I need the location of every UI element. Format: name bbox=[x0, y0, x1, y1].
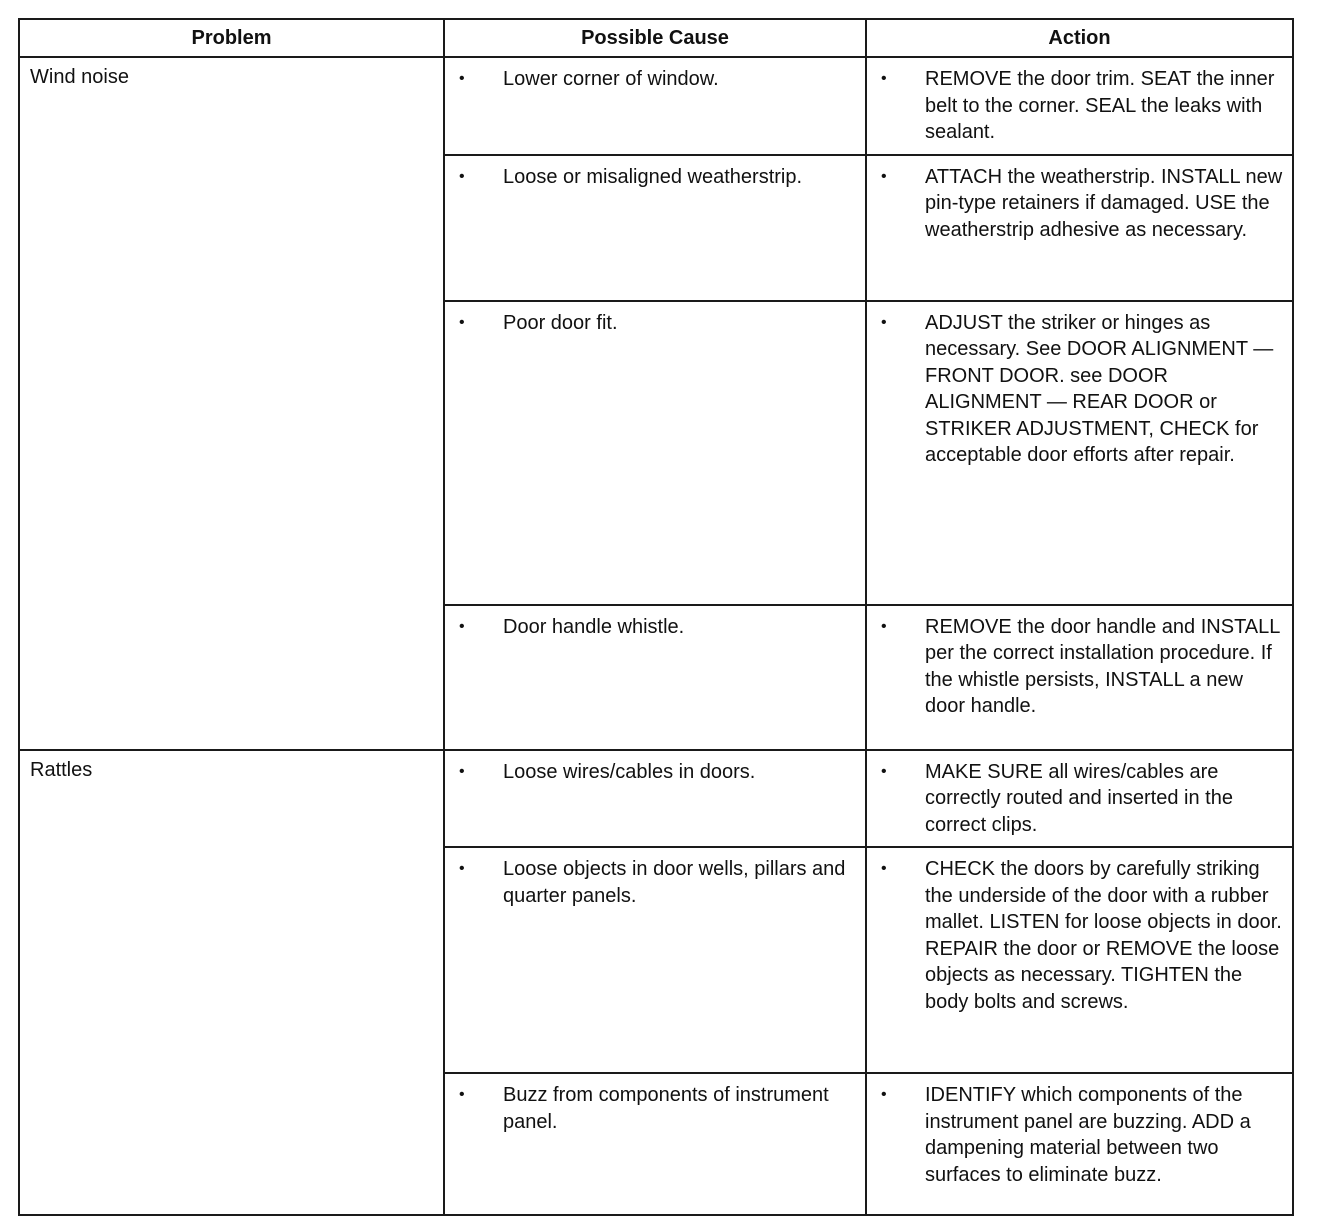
action-cell bbox=[866, 155, 1293, 301]
action-cell bbox=[866, 605, 1293, 750]
header-row bbox=[19, 19, 1293, 57]
action-cell bbox=[866, 301, 1293, 605]
bullet-icon: • bbox=[881, 167, 887, 185]
cause-text: Poor door fit. bbox=[503, 311, 618, 334]
cause-cell bbox=[444, 605, 866, 750]
bullet-icon: • bbox=[881, 860, 887, 877]
cause-text: Buzz from components of instrument panel. bbox=[503, 1084, 829, 1133]
action-cell bbox=[866, 847, 1293, 1073]
cause-cell bbox=[444, 1073, 866, 1215]
table-row bbox=[19, 57, 1293, 155]
bullet-icon: • bbox=[459, 167, 465, 185]
cause-text: Loose wires/cables in doors. bbox=[503, 760, 756, 783]
bullet-icon: • bbox=[881, 617, 887, 635]
cause-cell bbox=[444, 750, 866, 848]
header-action: Action bbox=[866, 19, 1293, 57]
bullet-icon: • bbox=[459, 762, 465, 780]
cause-text: Loose or misaligned weatherstrip. bbox=[503, 165, 803, 188]
action-cell bbox=[866, 1073, 1293, 1215]
bullet-icon: • bbox=[881, 313, 887, 331]
cause-text: Lower corner of window. bbox=[503, 68, 719, 90]
diagnosis-table bbox=[18, 18, 1294, 1216]
cause-cell bbox=[444, 847, 866, 1073]
table-row bbox=[19, 750, 1293, 848]
cause-text: Loose objects in door wells, pillars and quarter panels. bbox=[503, 858, 846, 907]
bullet-icon: • bbox=[459, 860, 465, 877]
bullet-icon: • bbox=[459, 313, 465, 331]
action-text: MAKE SURE all wires/cables are correctly routed and inserted in the correct clips. bbox=[925, 760, 1233, 836]
action-text: ADJUST the striker or hinges as necessary. See DOOR ALIGNMENT — FRONT DOOR. see DOOR ALIGNMENT — REAR DOOR or STRIKER ADJUSTMENT, CHECK for acceptable door efforts after repair. bbox=[925, 311, 1274, 466]
action-text: REMOVE the door handle and INSTALL per the correct installation procedure. If the whistle persists, INSTALL a new door handle. bbox=[925, 615, 1280, 717]
header-problem: Problem bbox=[19, 19, 444, 57]
bullet-icon: • bbox=[459, 70, 465, 87]
problem-wind-noise: Wind noise bbox=[19, 57, 444, 750]
cause-cell bbox=[444, 301, 866, 605]
cause-text: Door handle whistle. bbox=[503, 615, 685, 638]
header-possible-cause: Possible Cause bbox=[444, 19, 866, 57]
action-text: ATTACH the weatherstrip. INSTALL new pin-type retainers if damaged. USE the weatherstrip adhesive as necessary. bbox=[925, 165, 1283, 241]
problem-rattles: Rattles bbox=[19, 750, 444, 1216]
bullet-icon: • bbox=[459, 1086, 465, 1103]
bullet-icon: • bbox=[881, 70, 887, 87]
action-cell bbox=[866, 750, 1293, 848]
cause-cell bbox=[444, 155, 866, 301]
cause-cell bbox=[444, 57, 866, 155]
action-cell bbox=[866, 57, 1293, 155]
action-text: IDENTIFY which components of the instrument panel are buzzing. ADD a dampening material between two surfaces to eliminate buzz. bbox=[925, 1084, 1251, 1186]
bullet-icon: • bbox=[881, 762, 887, 780]
action-text: CHECK the doors by carefully striking the underside of the door with a rubber mallet. LISTEN for loose objects in door. REPAIR the door or REMOVE the loose objects as necessary. TIGHTEN the body bolts and screws. bbox=[925, 858, 1282, 1013]
action-text: REMOVE the door trim. SEAT the inner belt to the corner. SEAL the leaks with sealant. bbox=[925, 68, 1275, 143]
bullet-icon: • bbox=[881, 1086, 887, 1103]
bullet-icon: • bbox=[459, 617, 465, 635]
